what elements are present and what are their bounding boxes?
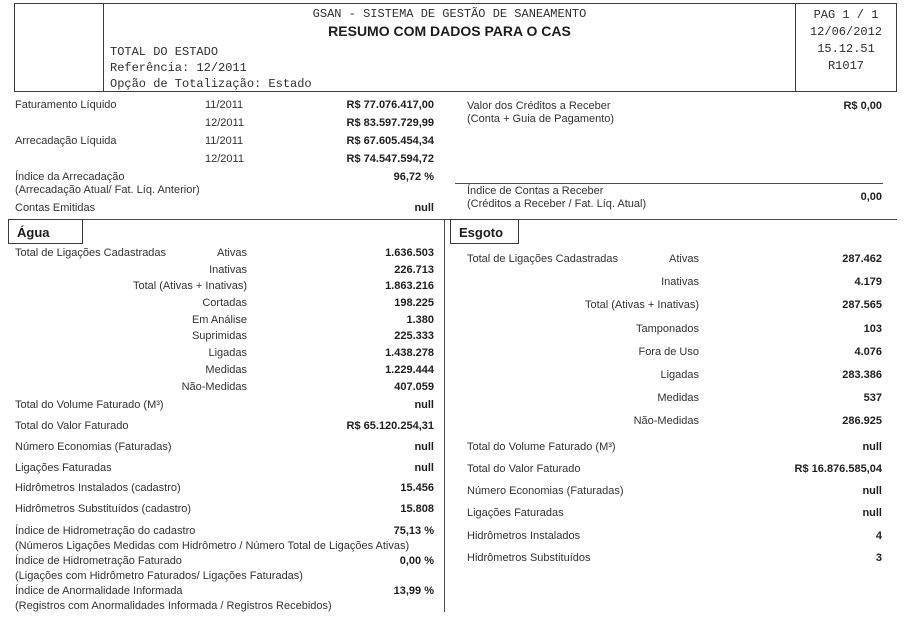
water-metric-label: Ligações Faturadas: [15, 461, 112, 474]
sewage-connections-type: Não-Medidas: [633, 415, 699, 428]
report-header: [14, 3, 897, 92]
receivable-index-formula: (Créditos a Receber / Fat. Líq. Atual): [467, 198, 647, 210]
water-connections-value: 1.438.278: [385, 347, 434, 360]
sewage-metric-row: [467, 552, 882, 574]
water-index-label: Índice de Anormalidade Informada: [15, 584, 183, 597]
water-metric-row: [15, 462, 434, 483]
water-metric-row: [15, 420, 434, 441]
collection-index-formula: (Arrecadação Atual/ Fat. Líq. Anterior): [15, 184, 200, 196]
water-index-label: Índice de Hidrometração Faturado: [15, 554, 182, 567]
summary-row-label: Arrecadação Líquida: [15, 135, 117, 147]
totalization-option: Opção de Totalização: Estado: [110, 77, 312, 91]
summary-row-value: R$ 67.605.454,34: [346, 135, 434, 147]
report-code: R1017: [827, 59, 864, 73]
sewage-connections-value: 283.386: [842, 368, 882, 381]
credits-receivable-value: R$ 0,00: [843, 100, 882, 112]
summary-row: [15, 99, 434, 117]
sewage-connections-value: 537: [863, 392, 882, 405]
sewage-connections-row: [467, 387, 882, 410]
sewage-connections-row: [467, 318, 882, 341]
sewage-connections-type: Fora de Uso: [638, 345, 699, 358]
billing-summary: [15, 99, 434, 220]
report-title: RESUMO COM DADOS PARA O CAS: [328, 23, 571, 39]
summary-row-value: R$ 77.076.417,00: [346, 99, 434, 111]
sewage-metric-value: 3: [875, 551, 882, 564]
water-metric-row: [15, 441, 434, 462]
issued-bills-row: [15, 202, 434, 220]
sewage-connections-value: 4.076: [854, 345, 882, 358]
summary-row-period: 11/2011: [205, 135, 244, 147]
water-connections-row: [15, 312, 434, 329]
sewage-connections-group-label: Total de Ligações Cadastradas: [467, 253, 619, 265]
summary-row-period: 11/2011: [205, 99, 244, 111]
summary-row-label: Faturamento Líquido: [15, 99, 117, 111]
collection-index-row: [15, 171, 434, 199]
reference-label: Referência: 12/2011: [110, 61, 247, 75]
water-index-formula: (Ligações com Hidrômetro Faturados/ Ligações Faturadas): [15, 569, 303, 582]
sewage-metric-row: [467, 485, 882, 507]
sewage-metric-value: null: [862, 485, 882, 498]
sewage-connections-row: [467, 410, 882, 433]
water-connections-group-label: Total de Ligações Cadastradas: [15, 247, 167, 259]
sewage-connections-row: [467, 248, 882, 271]
collection-index-value: 96,72 %: [393, 171, 434, 183]
summary-row: [15, 135, 434, 153]
water-metric-row: [15, 503, 434, 524]
sewage-connections-type: Ativas: [669, 253, 699, 265]
receivable-index-label: Índice de Contas a Receber: [467, 185, 604, 197]
water-index-label: Índice de Hidrometração do cadastro: [15, 524, 196, 537]
sewage-connections-type: Medidas: [657, 392, 699, 405]
sewage-connections-value: 287.565: [842, 299, 882, 312]
water-index-formula: (Números Ligações Medidas com Hidrômetro / Número Total de Ligações Ativas): [15, 539, 410, 552]
receivable-index-value: 0,00: [860, 191, 882, 203]
column-divider-line: [444, 219, 445, 612]
issued-bills-value: null: [414, 202, 434, 214]
sewage-metric-label: Ligações Faturadas: [467, 507, 564, 520]
sewage-connections-value: 103: [863, 322, 882, 335]
water-metric-label: Hidrômetros Instalados (cadastro): [15, 482, 181, 495]
sewage-metric-value: 4: [875, 529, 882, 542]
collection-index-label: Índice da Arrecadação: [15, 171, 125, 183]
water-connections-row: [15, 245, 434, 262]
water-connections-type: Inativas: [209, 263, 247, 276]
sewage-connections-row: [467, 294, 882, 317]
water-metric-value: null: [414, 461, 434, 474]
credits-receivable-block: [467, 100, 614, 126]
page-number: PAG 1 / 1: [813, 8, 879, 22]
sewage-connections-value: 286.925: [842, 415, 882, 428]
water-connections-value: 1.636.503: [385, 247, 434, 259]
sewage-metric-label: Total do Volume Faturado (M³): [467, 440, 616, 453]
sewage-metric-label: Total do Valor Faturado: [467, 462, 581, 475]
summary-row-value: R$ 74.547.594,72: [346, 153, 434, 165]
water-connections-row: [15, 345, 434, 362]
water-connections-value: 225.333: [394, 330, 434, 343]
water-connections-row: [15, 328, 434, 345]
system-title: GSAN - SISTEMA DE GESTÃO DE SANEAMENTO: [312, 7, 587, 21]
water-metric-row: [15, 399, 434, 420]
sewage-connections-type: Inativas: [661, 276, 699, 289]
water-connections-value: 1.380: [406, 313, 434, 326]
sewage-metric-label: Hidrômetros Substituídos: [467, 551, 591, 564]
sewage-connections-row: [467, 364, 882, 387]
report-time: 15.12.51: [817, 42, 875, 56]
issued-bills-label: Contas Emitidas: [15, 202, 96, 214]
water-column: [15, 245, 434, 614]
credits-divider-line: [455, 183, 883, 184]
water-connections-row: [15, 362, 434, 379]
sewage-metric-label: Número Economias (Faturadas): [467, 485, 624, 498]
water-connections-type: Medidas: [205, 363, 247, 376]
water-connections-row: [15, 262, 434, 279]
water-connections-row: [15, 295, 434, 312]
sewage-metric-value: R$ 16.876.585,04: [794, 462, 882, 475]
sewage-column: [467, 248, 882, 574]
summary-row-value: R$ 83.597.729,99: [346, 117, 434, 129]
sewage-connections-type: Ligadas: [660, 368, 699, 381]
sewage-connections-value: 4.179: [854, 276, 882, 289]
sewage-connections-row: [467, 271, 882, 294]
water-metric-row: [15, 482, 434, 503]
water-metric-label: Hidrômetros Substituídos (cadastro): [15, 503, 192, 516]
logo-placeholder: [15, 4, 104, 91]
water-metric-value: 15.456: [400, 482, 434, 495]
report-date: 12/06/2012: [809, 25, 882, 39]
water-index-formula: (Registros com Anormalidades Informada / Registros Recebidos): [15, 599, 332, 612]
credits-receivable-label: Valor dos Créditos a Receber: [467, 100, 611, 112]
water-connections-type: Não-Medidas: [181, 380, 247, 393]
credits-receivable-formula: (Conta + Guia de Pagamento): [467, 113, 615, 125]
water-metric-value: null: [414, 399, 434, 412]
header-center: [104, 4, 795, 91]
header-meta: [795, 4, 896, 91]
water-index-value: 75,13 %: [393, 524, 434, 537]
sewage-metric-value: null: [862, 440, 882, 453]
sewage-metric-row: [467, 530, 882, 552]
water-connections-value: 407.059: [394, 380, 434, 393]
water-metric-value: R$ 65.120.254,31: [346, 419, 434, 432]
receivable-index-block: [467, 185, 646, 211]
water-connections-type: Suprimidas: [191, 330, 247, 343]
water-connections-row: [15, 379, 434, 396]
water-index-value: 0,00 %: [399, 554, 434, 567]
water-connections-value: 1.863.216: [385, 280, 434, 293]
water-metric-label: Total do Valor Faturado: [15, 419, 129, 432]
summary-row-period: 12/2011: [205, 153, 244, 165]
totalization-scope: TOTAL DO ESTADO: [110, 45, 219, 59]
water-index-value: 13,99 %: [393, 584, 434, 597]
sewage-connections-type: Total (Ativas + Inativas): [584, 299, 699, 312]
sewage-connections-value: 287.462: [842, 253, 882, 265]
sewage-connections-row: [467, 341, 882, 364]
water-connections-type: Total (Ativas + Inativas): [132, 280, 247, 293]
water-metric-value: null: [414, 440, 434, 453]
sewage-metric-row: [467, 463, 882, 485]
water-connections-value: 198.225: [394, 297, 434, 310]
water-connections-type: Ligadas: [208, 347, 247, 360]
water-connections-type: Cortadas: [202, 297, 247, 310]
sewage-metric-label: Hidrômetros Instalados: [467, 529, 581, 542]
water-connections-value: 226.713: [394, 263, 434, 276]
water-metric-label: Total do Volume Faturado (M³): [15, 399, 164, 412]
sewage-section-tab: Esgoto: [450, 219, 519, 244]
sewage-metric-row: [467, 507, 882, 529]
water-connections-value: 1.229.444: [385, 363, 434, 376]
summary-row-period: 12/2011: [205, 117, 244, 129]
water-section-tab: Água: [8, 219, 83, 244]
sewage-connections-type: Tamponados: [636, 322, 699, 335]
water-index-row: [15, 554, 434, 584]
water-connections-type: Ativas: [217, 247, 247, 259]
summary-row: [15, 117, 434, 135]
water-metric-value: 15.808: [400, 503, 434, 516]
sewage-metric-row: [467, 441, 882, 463]
water-metric-label: Número Economias (Faturadas): [15, 440, 172, 453]
water-connections-row: [15, 278, 434, 295]
water-index-row: [15, 584, 434, 614]
water-index-row: [15, 524, 434, 554]
sewage-metric-value: null: [862, 507, 882, 520]
summary-row: [15, 153, 434, 171]
water-connections-type: Em Análise: [191, 313, 247, 326]
